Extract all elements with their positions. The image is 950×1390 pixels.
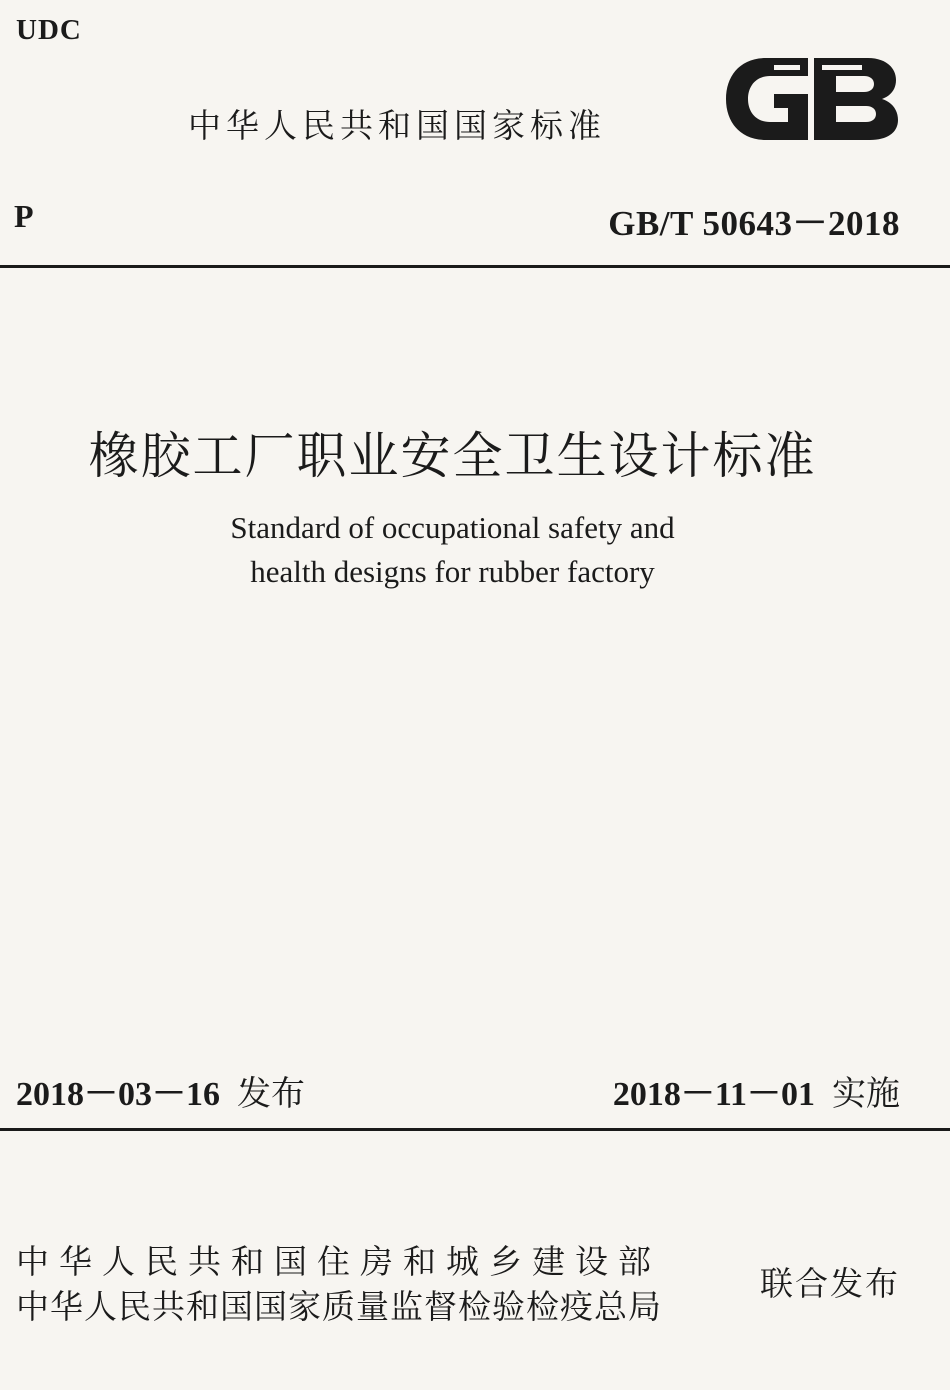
chinese-title: 橡胶工厂职业安全卫生设计标准 bbox=[88, 427, 817, 485]
english-title-line-1: Standard of occupational safety and bbox=[230, 510, 675, 545]
standard-number: GB/T 50643－2018 bbox=[608, 204, 900, 243]
gb-logo bbox=[722, 54, 900, 144]
issue-date-block bbox=[16, 1066, 305, 1115]
issue-label: 发布 bbox=[237, 1074, 305, 1114]
implementation-date: 2018－11－01 bbox=[612, 1076, 815, 1113]
issuer-ministry-housing: 中华人民共和国住房和城乡建设部 bbox=[16, 1242, 661, 1281]
category-code: P bbox=[14, 198, 34, 234]
issue-date: 2018－03－16 bbox=[16, 1076, 220, 1113]
udc-label: UDC bbox=[16, 14, 82, 46]
english-title-line-2: health designs for rubber factory bbox=[250, 554, 655, 589]
top-divider bbox=[0, 265, 950, 268]
bottom-divider bbox=[0, 1128, 950, 1131]
implementation-date-block bbox=[613, 1066, 900, 1115]
issuer-quality-administration: 中华人民共和国国家质量监督检验检疫总局 bbox=[16, 1287, 662, 1326]
standard-type-heading: 中华人民共和国国家标准 bbox=[188, 106, 606, 145]
joint-issue-label: 联合发布 bbox=[760, 1264, 900, 1303]
implementation-label: 实施 bbox=[832, 1074, 900, 1114]
